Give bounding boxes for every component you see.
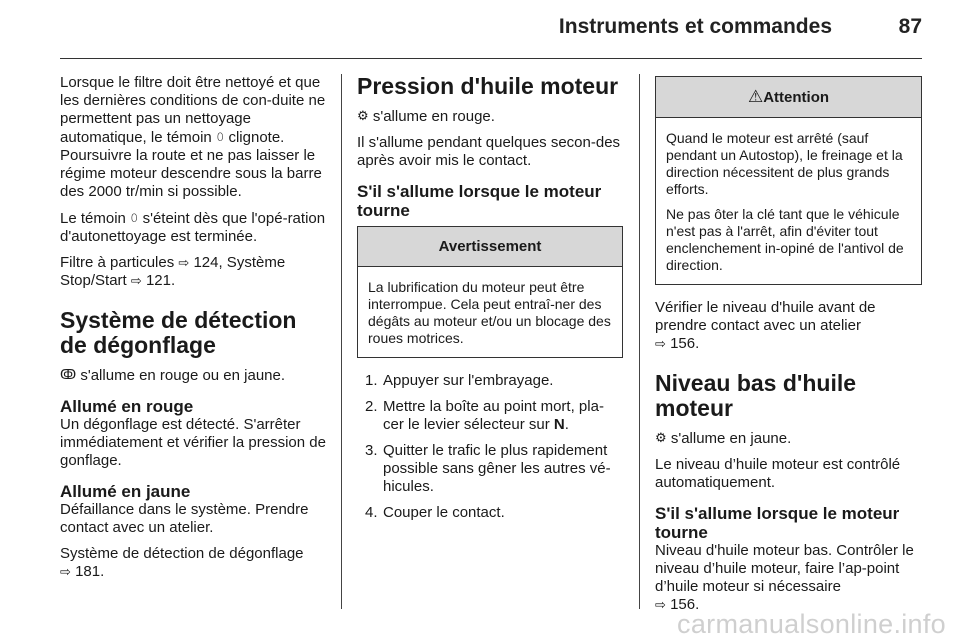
low-oil-running-paragraph: Niveau d'huile moteur bas. Contrôler le niveau d’huile moteur, faire l’ap‐point d’huile moteur si nécessaire ⇨ 156. [655, 542, 914, 613]
header-divider [60, 58, 922, 59]
tpms-indicator-line: ↂ s'allume en rouge ou en jaune. [60, 367, 286, 384]
heading-lit-red: Allumé en rouge [60, 397, 194, 416]
oil-level-icon: ⚙ [655, 430, 667, 445]
particle-filter-icon: 𝟶 [130, 210, 139, 225]
lit-yellow-text: Défaillance dans le système. Prendre contact avec un atelier. [60, 501, 309, 536]
heading-low-oil-level: Niveau bas d'huile moteur [655, 370, 857, 421]
verify-oil-paragraph: Vérifier le niveau d'huile avant de prendre contact avec un atelier ⇨ 156. [655, 299, 876, 352]
steps-list [357, 372, 623, 522]
oil-pressure-paragraph: Il s'allume pendant quelques secon‐des après avoir mis le contact. [357, 134, 621, 169]
attention-box-title: ⚠Attention [656, 77, 921, 118]
page-ref-arrow-icon: ⇨ [60, 564, 71, 579]
heading-oil-pressure: Pression d'huile moteur [357, 73, 619, 99]
particle-filter-paragraph: Lorsque le filtre doit être nettoyé et que les dernières conditions de con‐duite ne permettent pas un nettoyage automatique, le témoin 𝟶 clignote. Poursuivre la route et ne pas laisser le régime moteur descendre sous la barre des 2000 tr/min si possible. [60, 74, 326, 200]
heading-lit-yellow: Allumé en jaune [60, 482, 191, 501]
tire-pressure-icon: ↂ [60, 367, 77, 382]
attention-box [655, 76, 922, 285]
cross-reference: Système de détection de dégonflage ⇨ 181. [60, 545, 304, 580]
column-3 [655, 74, 922, 622]
column-divider-2 [639, 74, 640, 609]
warning-box [357, 226, 623, 358]
oil-can-icon: ⚙ [357, 108, 369, 123]
list-item: 3. Quitter le trafic le plus rapidement possible sans gêner les autres vé‐hicules. [365, 442, 611, 495]
warning-box-title: Avertissement [358, 227, 622, 267]
page-number: 87 [898, 15, 922, 38]
particle-filter-icon: 𝟶 [215, 129, 225, 144]
column-2 [357, 74, 623, 530]
cross-reference: Filtre à particules ⇨ 124, Système Stop/Start ⇨ 121. [60, 254, 286, 289]
page-ref-arrow-icon: ⇨ [655, 336, 666, 351]
self-clean-paragraph: Le témoin 𝟶 s'éteint dès que l'opé‐ration d'autonettoyage est terminée. [60, 210, 326, 245]
heading-engine-running: S'il s'allume lorsque le moteur tourne [357, 182, 602, 220]
page-ref-arrow-icon: ⇨ [130, 273, 142, 288]
heading-engine-running: S'il s'allume lorsque le moteur tourne [655, 504, 900, 542]
oil-pressure-indicator-line: ⚙ s'allume en rouge. [357, 108, 495, 125]
warning-box-text: La lubrification du moteur peut être interrompue. Cela peut entraî‐ner des dégâts au moteur et/ou un blocage des roues motrices. [368, 279, 611, 346]
lit-red-text: Un dégonflage est détecté. S'arrêter immédiatement et vérifier la pression de gonflage. [60, 416, 326, 469]
low-oil-indicator-line: ⚙ s'allume en jaune. [655, 430, 792, 447]
attention-text-2: Ne pas ôter la clé tant que le véhicule n'est pas à l'arrêt, afin d'éviter tout enclenchement in‐opiné de l'antivol de direction. [666, 206, 904, 273]
warning-triangle-icon: ⚠ [747, 87, 764, 106]
page-ref-arrow-icon: ⇨ [655, 597, 666, 612]
attention-text-1: Quand le moteur est arrêté (sauf pendant un Autostop), le freinage et la direction nécessitent de plus grands efforts. [666, 130, 903, 197]
page-header [0, 0, 960, 60]
page-ref-arrow-icon: ⇨ [178, 255, 190, 270]
watermark: carmanualsonline.info [677, 609, 946, 639]
list-item: 4. Couper le contact. [365, 504, 505, 521]
column-divider-1 [341, 74, 342, 609]
section-title: Instruments et commandes [558, 15, 832, 38]
list-item: 2. Mettre la boîte au point mort, pla‐cer le levier sélecteur sur N. [365, 398, 604, 433]
low-oil-paragraph: Le niveau d’huile moteur est contrôlé automatiquement. [655, 456, 901, 491]
heading-tpms: Système de détection de dégonflage [60, 307, 297, 358]
column-1 [60, 74, 326, 589]
list-item: 1. Appuyer sur l'embrayage. [365, 372, 554, 389]
